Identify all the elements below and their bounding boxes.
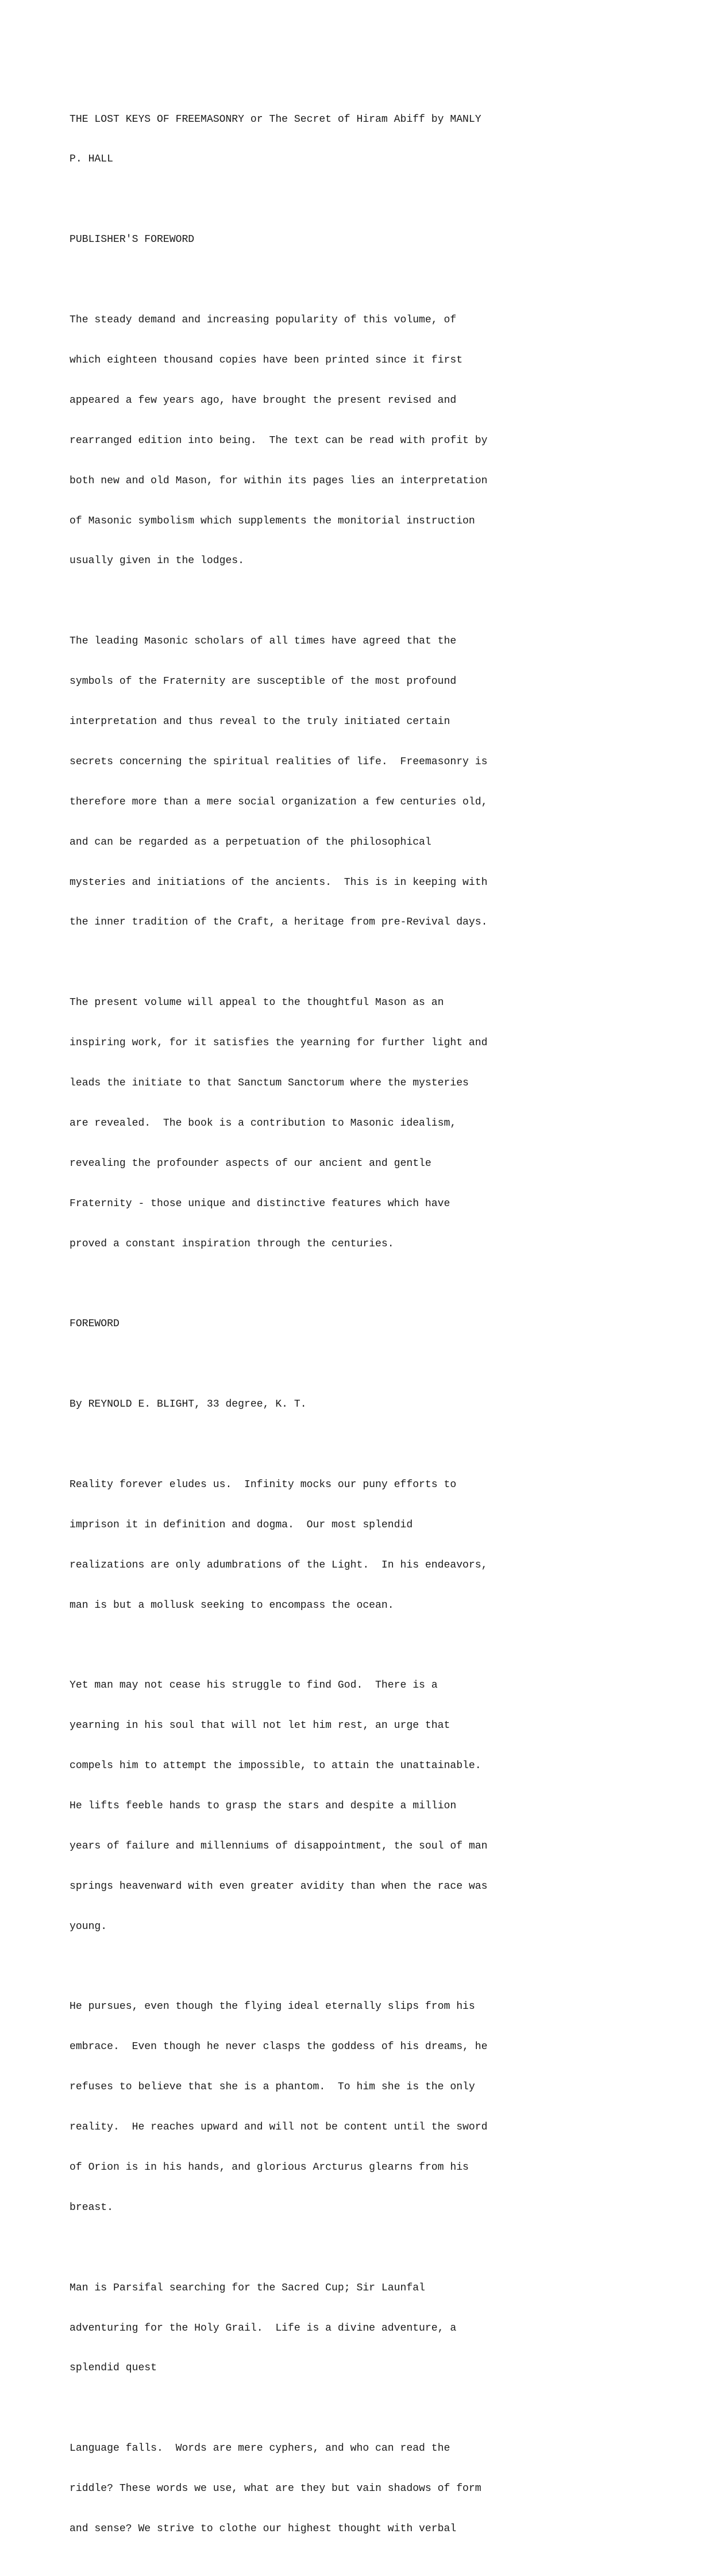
text-line: revealing the profounder aspects of our ancient and gentle [70, 1157, 431, 1169]
heading-text: FOREWORD [70, 1318, 120, 1330]
text-line: compels him to attempt the impossible, to attain the unattainable. [70, 1760, 481, 1772]
title-line: P. HALL [70, 153, 114, 165]
text-line: the inner tradition of the Craft, a heritage from pre-Revival days. [70, 917, 488, 929]
paragraph [70, 1653, 644, 1961]
text-line: years of failure and millenniums of disappointment, the soul of man [70, 1840, 488, 1852]
paragraph [70, 609, 644, 957]
text-line: mysteries and initiations of the ancients. This is in keeping with [70, 876, 488, 888]
text-line: reality. He reaches upward and will not be content until the sword [70, 2121, 488, 2134]
paragraph [70, 970, 644, 1278]
text-line: Yet man may not cease his struggle to find God. There is a [70, 1680, 438, 1692]
paragraph [70, 2255, 644, 2402]
text-line: young. [70, 1920, 107, 1932]
text-line: breast. [70, 2201, 114, 2213]
text-line: therefore more than a mere social organization a few centuries old, [70, 796, 488, 808]
paragraph [70, 1974, 644, 2242]
text-line: embrace. Even though he never clasps the goddess of his dreams, he [70, 2041, 488, 2053]
text-line: interpretation and thus reveal to the truly initiated certain [70, 715, 450, 727]
text-line: riddle? These words we use, what are they but vain shadows of form [70, 2483, 481, 2495]
document-title [70, 86, 644, 193]
text-line: adventuring for the Holy Grail. Life is a divine adventure, a [70, 2322, 457, 2334]
text-line: appeared a few years ago, have brought the present revised and [70, 394, 457, 406]
text-line: Reality forever eludes us. Infinity mocks our puny efforts to [70, 1478, 457, 1491]
text-line: rearranged edition into being. The text can be read with profit by [70, 434, 488, 446]
text-line: leads the initiate to that Sanctum Sanctorum where the mysteries [70, 1077, 469, 1089]
section-heading-foreword [70, 1291, 644, 1358]
title-line: THE LOST KEYS OF FREEMASONRY or The Secret of Hiram Abiff by MANLY [70, 113, 481, 125]
paragraph [70, 287, 644, 595]
text-line: both new and old Mason, for within its pages lies an interpretation [70, 475, 488, 487]
text-line: Language falls. Words are mere cyphers, and who can read the [70, 2443, 450, 2455]
byline [70, 1372, 644, 1438]
text-line: The leading Masonic scholars of all times have agreed that the [70, 636, 457, 648]
text-line: He lifts feeble hands to grasp the stars and despite a million [70, 1800, 457, 1812]
text-line: of Orion is in his hands, and glorious Arcturus glearns from his [70, 2162, 469, 2174]
text-line: and can be regarded as a perpetuation of the philosophical [70, 836, 431, 848]
text-line: realizations are only adumbrations of the Light. In his endeavors, [70, 1559, 488, 1571]
text-line: refuses to believe that she is a phantom. To him she is the only [70, 2081, 475, 2093]
text-line: usually given in the lodges. [70, 555, 245, 567]
text-line: and sense? We strive to clothe our highest thought with verbal [70, 2523, 457, 2535]
text-line: Fraternity - those unique and distinctive features which have [70, 1197, 450, 1210]
text-line: He pursues, even though the flying ideal eternally slips from his [70, 2001, 475, 2013]
text-line: springs heavenward with even greater avidity than when the race was [70, 1880, 488, 1892]
heading-text: PUBLISHER'S FOREWORD [70, 234, 195, 246]
document-page [70, 86, 644, 2576]
text-line: imprison it in definition and dogma. Our most splendid [70, 1519, 413, 1531]
text-line: inspiring work, for it satisfies the yearning for further light and [70, 1037, 488, 1049]
text-line: yearning in his soul that will not let him rest, an urge that [70, 1720, 450, 1732]
text-line: proved a constant inspiration through the centuries. [70, 1238, 394, 1250]
text-line: which eighteen thousand copies have been printed since it first [70, 354, 463, 366]
text-line: Man is Parsifal searching for the Sacred Cup; Sir Launfal [70, 2282, 425, 2294]
text-line: splendid quest [70, 2362, 157, 2374]
paragraph [70, 1451, 644, 1639]
text-line: secrets concerning the spiritual realities of life. Freemasonry is [70, 756, 488, 768]
text-line: The steady demand and increasing popularity of this volume, of [70, 314, 457, 326]
text-line: symbols of the Fraternity are susceptible of the most profound [70, 676, 457, 688]
text-line: The present volume will appeal to the thoughtful Mason as an [70, 997, 444, 1009]
byline-text: By REYNOLD E. BLIGHT, 33 degree, K. T. [70, 1399, 307, 1411]
text-line: man is but a mollusk seeking to encompass the ocean. [70, 1599, 394, 1611]
text-line: of Masonic symbolism which supplements the monitorial instruction [70, 515, 475, 527]
section-heading-publishers-foreword [70, 207, 644, 274]
text-line: are revealed. The book is a contribution to Masonic idealism, [70, 1117, 457, 1129]
paragraph [70, 2416, 644, 2563]
